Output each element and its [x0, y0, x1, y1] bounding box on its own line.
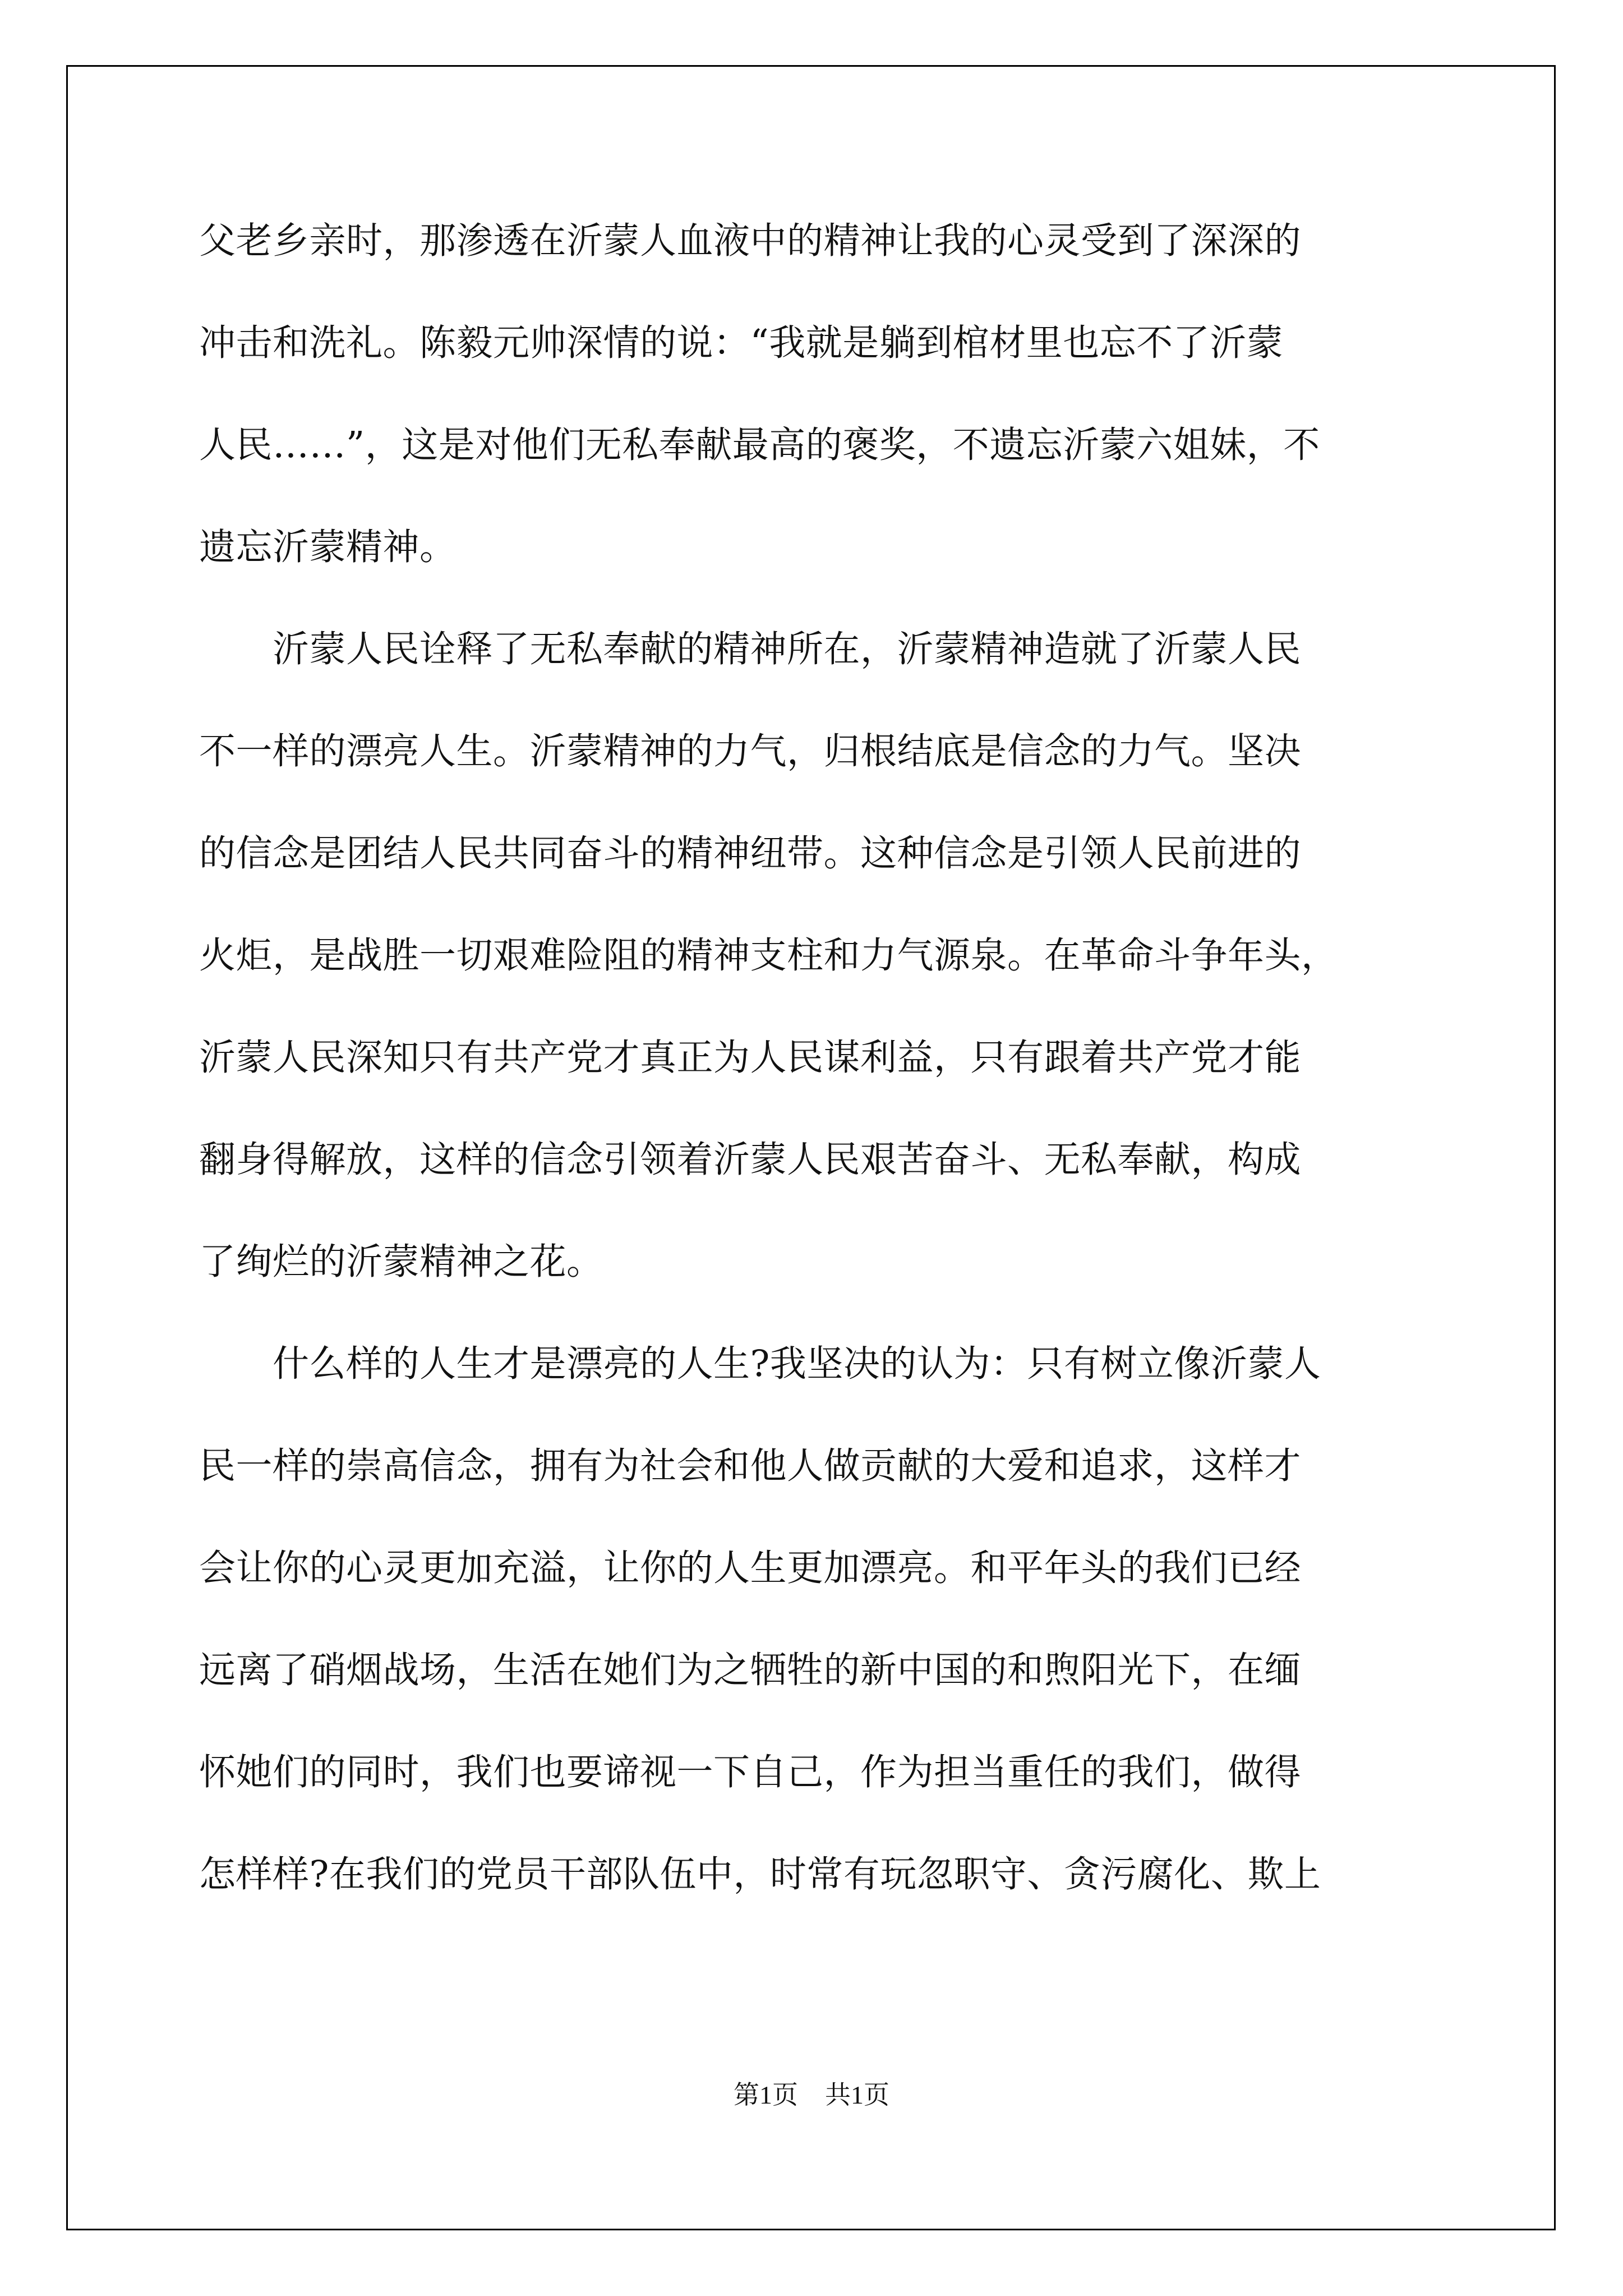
text-line: 沂蒙人民诠释了无私奉献的精神所在，沂蒙精神造就了沂蒙人民	[199, 628, 1302, 670]
text-line: 怀她们的同时，我们也要谛视一下自己，作为担当重任的我们，做得	[199, 1751, 1302, 1793]
text-line: 会让你的心灵更加充溢，让你的人生更加漂亮。和平年头的我们已经	[199, 1547, 1302, 1589]
page-footer	[0, 2074, 1623, 2111]
text-line: 火炬，是战胜一切艰难险阻的精神支柱和力气源泉。在革命斗争年头，	[199, 935, 1338, 977]
text-line: 什么样的人生才是漂亮的人生?我坚决的认为：只有树立像沂蒙人	[199, 1343, 1321, 1385]
text-line: 冲击和洗礼。陈毅元帅深情的说：“我就是躺到棺材里也忘不了沂蒙	[199, 322, 1284, 364]
page-number: 第1页	[734, 2081, 798, 2109]
text-line: 民一样的崇高信念，拥有为社会和他人做贡献的大爱和追求，这样才	[199, 1445, 1302, 1487]
text-line: 沂蒙人民深知只有共产党才真正为人民谋利益，只有跟着共产党才能	[199, 1037, 1302, 1079]
text-line: 人民……”，这是对他们无私奉献最高的褒奖，不遗忘沂蒙六姐妹，不	[199, 424, 1320, 466]
text-line: 翻身得解放，这样的信念引领着沂蒙人民艰苦奋斗、无私奉献，构成	[199, 1139, 1302, 1181]
text-line: 不一样的漂亮人生。沂蒙精神的力气，归根结底是信念的力气。坚决	[199, 730, 1302, 772]
text-line: 怎样样?在我们的党员干部队伍中，时常有玩忽职守、贪污腐化、欺上	[199, 1853, 1321, 1895]
page-total: 共1页	[825, 2081, 889, 2109]
text-line: 遗忘沂蒙精神。	[199, 526, 457, 568]
text-line: 远离了硝烟战场，生活在她们为之牺牲的新中国的和煦阳光下，在缅	[199, 1649, 1302, 1691]
text-line: 父老乡亲时，那渗透在沂蒙人血液中的精神让我的心灵受到了深深的	[199, 220, 1302, 262]
text-line: 了绚烂的沂蒙精神之花。	[199, 1241, 603, 1283]
text-line: 的信念是团结人民共同奋斗的精神纽带。这种信念是引领人民前进的	[199, 832, 1302, 875]
document-body	[199, 216, 1444, 1952]
